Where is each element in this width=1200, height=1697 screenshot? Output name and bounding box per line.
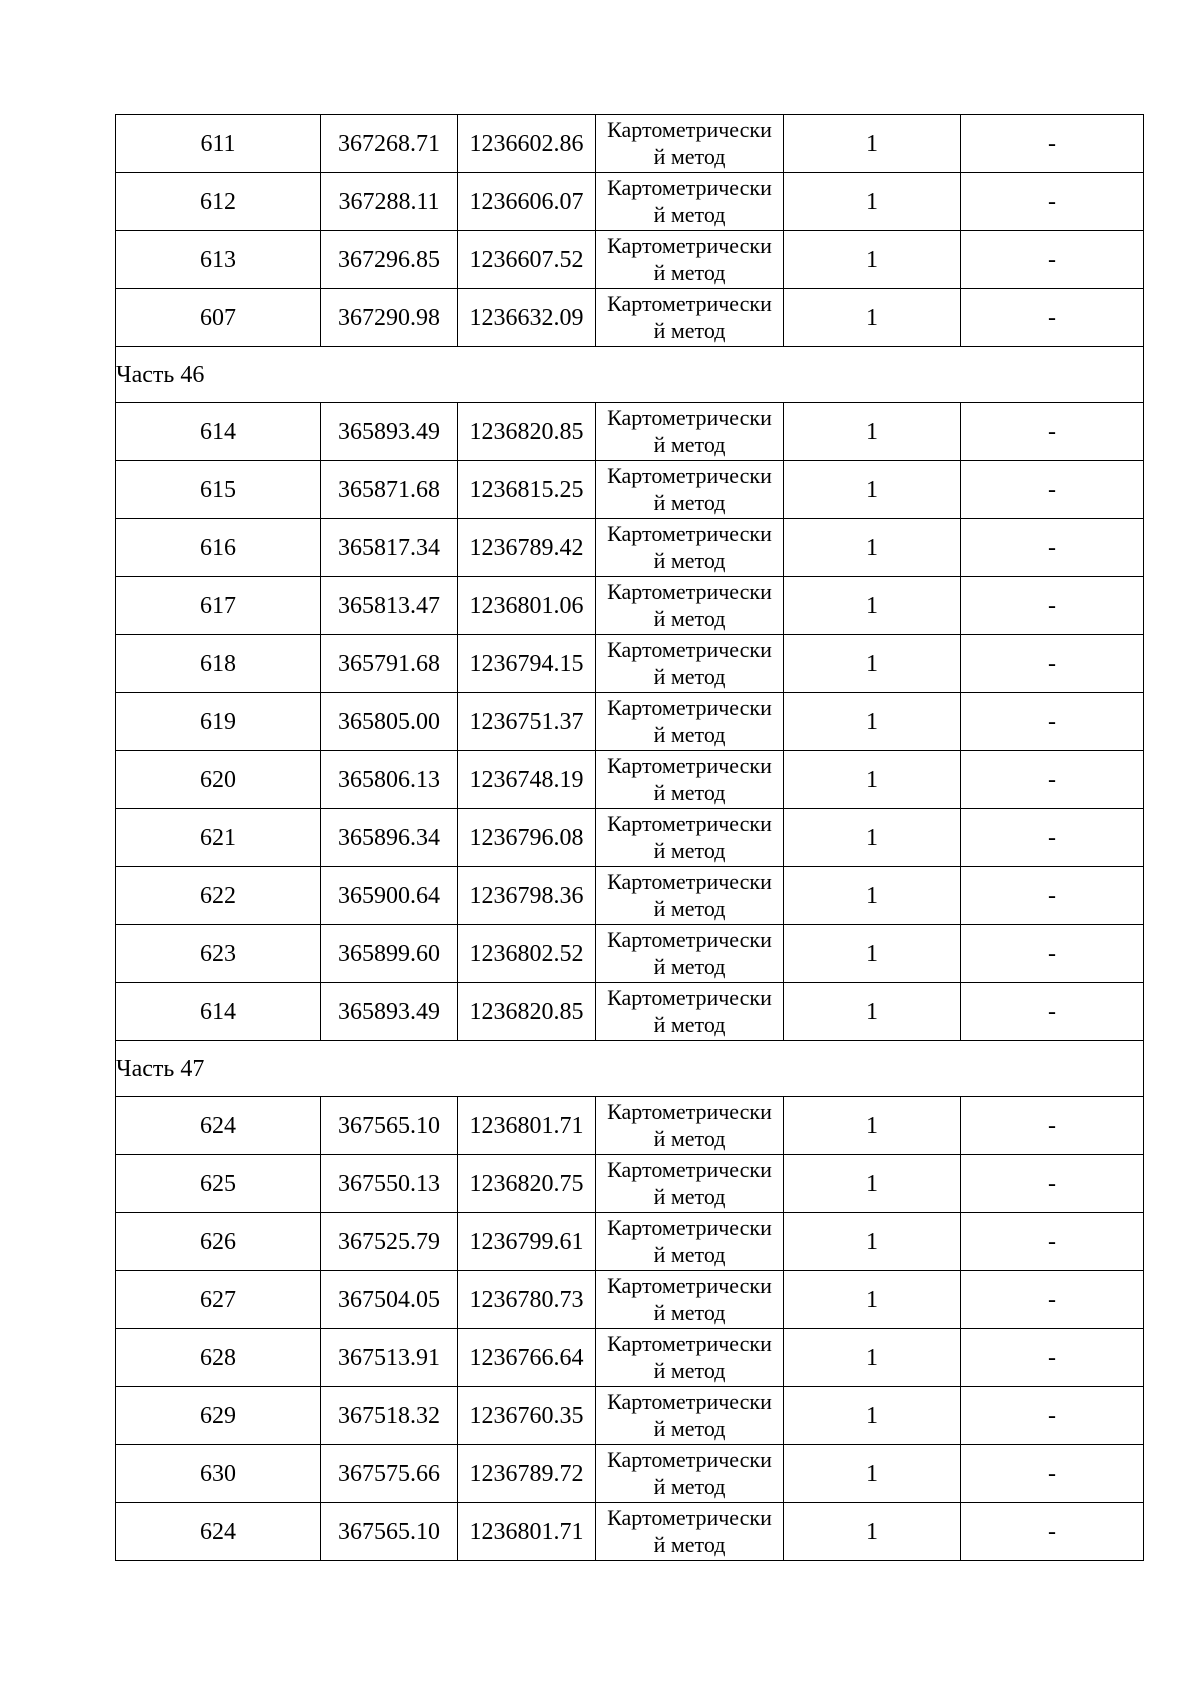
y-coordinate-cell: 1236801.71: [458, 1503, 596, 1561]
x-coordinate-cell: 365871.68: [321, 461, 458, 519]
method-cell: [596, 231, 784, 289]
method-text-line-1: Картометрически: [607, 578, 772, 604]
x-coordinate-cell: 365899.60: [321, 925, 458, 983]
note-cell: -: [961, 983, 1144, 1041]
point-number-cell: 627: [116, 1271, 321, 1329]
y-coordinate-cell: 1236766.64: [458, 1329, 596, 1387]
table-row: [116, 809, 1144, 867]
y-coordinate-cell: 1236751.37: [458, 693, 596, 751]
note-cell: -: [961, 925, 1144, 983]
point-number-cell: 619: [116, 693, 321, 751]
accuracy-cell: 1: [784, 461, 961, 519]
accuracy-cell: 1: [784, 1097, 961, 1155]
method-text-line-2: й метод: [653, 721, 726, 747]
method-cell: [596, 173, 784, 231]
accuracy-cell: 1: [784, 1271, 961, 1329]
accuracy-cell: 1: [784, 289, 961, 347]
method-text-line-2: й метод: [653, 605, 726, 631]
method-text-line-2: й метод: [653, 1357, 726, 1383]
table-row: [116, 1503, 1144, 1561]
method-cell: [596, 115, 784, 173]
x-coordinate-cell: 367288.11: [321, 173, 458, 231]
y-coordinate-cell: 1236799.61: [458, 1213, 596, 1271]
point-number-cell: 618: [116, 635, 321, 693]
accuracy-cell: 1: [784, 925, 961, 983]
x-coordinate-cell: 365806.13: [321, 751, 458, 809]
method-text-line-1: Картометрически: [607, 810, 772, 836]
method-cell: [596, 693, 784, 751]
table-row: [116, 231, 1144, 289]
y-coordinate-cell: 1236632.09: [458, 289, 596, 347]
x-coordinate-cell: 365791.68: [321, 635, 458, 693]
note-cell: -: [961, 809, 1144, 867]
section-title: Часть 47: [116, 1041, 1144, 1097]
accuracy-cell: 1: [784, 1213, 961, 1271]
method-cell: [596, 1445, 784, 1503]
method-text-line-2: й метод: [653, 1473, 726, 1499]
accuracy-cell: 1: [784, 577, 961, 635]
method-text-line-1: Картометрически: [607, 752, 772, 778]
x-coordinate-cell: 365896.34: [321, 809, 458, 867]
table-row: [116, 577, 1144, 635]
note-cell: -: [961, 461, 1144, 519]
x-coordinate-cell: 367565.10: [321, 1503, 458, 1561]
x-coordinate-cell: 367268.71: [321, 115, 458, 173]
table-row: [116, 173, 1144, 231]
table-row: [116, 693, 1144, 751]
table-row: [116, 289, 1144, 347]
table-row: [116, 1213, 1144, 1271]
table-row: [116, 461, 1144, 519]
note-cell: -: [961, 115, 1144, 173]
table-row: [116, 519, 1144, 577]
table-row: [116, 925, 1144, 983]
point-number-cell: 620: [116, 751, 321, 809]
method-text-line-1: Картометрически: [607, 116, 772, 142]
method-text-line-2: й метод: [653, 779, 726, 805]
x-coordinate-cell: 365813.47: [321, 577, 458, 635]
accuracy-cell: 1: [784, 231, 961, 289]
point-number-cell: 625: [116, 1155, 321, 1213]
point-number-cell: 615: [116, 461, 321, 519]
method-text-line-1: Картометрически: [607, 1156, 772, 1182]
y-coordinate-cell: 1236796.08: [458, 809, 596, 867]
method-text-line-1: Картометрически: [607, 174, 772, 200]
point-number-cell: 617: [116, 577, 321, 635]
method-cell: [596, 1097, 784, 1155]
point-number-cell: 616: [116, 519, 321, 577]
accuracy-cell: 1: [784, 1387, 961, 1445]
x-coordinate-cell: 367504.05: [321, 1271, 458, 1329]
method-cell: [596, 461, 784, 519]
x-coordinate-cell: 365900.64: [321, 867, 458, 925]
x-coordinate-cell: 365817.34: [321, 519, 458, 577]
method-cell: [596, 925, 784, 983]
y-coordinate-cell: 1236820.85: [458, 403, 596, 461]
y-coordinate-cell: 1236606.07: [458, 173, 596, 231]
method-text-line-2: й метод: [653, 489, 726, 515]
x-coordinate-cell: 365893.49: [321, 983, 458, 1041]
method-text-line-1: Картометрически: [607, 1446, 772, 1472]
note-cell: -: [961, 577, 1144, 635]
point-number-cell: 612: [116, 173, 321, 231]
accuracy-cell: 1: [784, 1329, 961, 1387]
point-number-cell: 629: [116, 1387, 321, 1445]
point-number-cell: 630: [116, 1445, 321, 1503]
point-number-cell: 623: [116, 925, 321, 983]
table-row: [116, 751, 1144, 809]
note-cell: -: [961, 1097, 1144, 1155]
note-cell: -: [961, 751, 1144, 809]
note-cell: -: [961, 1387, 1144, 1445]
y-coordinate-cell: 1236602.86: [458, 115, 596, 173]
y-coordinate-cell: 1236789.42: [458, 519, 596, 577]
y-coordinate-cell: 1236820.75: [458, 1155, 596, 1213]
method-text-line-2: й метод: [653, 201, 726, 227]
table-row: [116, 635, 1144, 693]
method-text-line-1: Картометрически: [607, 290, 772, 316]
point-number-cell: 607: [116, 289, 321, 347]
method-cell: [596, 289, 784, 347]
method-text-line-2: й метод: [653, 1299, 726, 1325]
table-row: [116, 867, 1144, 925]
method-cell: [596, 983, 784, 1041]
note-cell: -: [961, 1213, 1144, 1271]
point-number-cell: 624: [116, 1503, 321, 1561]
coordinates-table-body: [116, 115, 1144, 1561]
method-text-line-1: Картометрически: [607, 1098, 772, 1124]
x-coordinate-cell: 367513.91: [321, 1329, 458, 1387]
y-coordinate-cell: 1236607.52: [458, 231, 596, 289]
y-coordinate-cell: 1236798.36: [458, 867, 596, 925]
x-coordinate-cell: 367296.85: [321, 231, 458, 289]
note-cell: -: [961, 1155, 1144, 1213]
table-row: [116, 1445, 1144, 1503]
table-row: [116, 983, 1144, 1041]
method-text-line-1: Картометрически: [607, 1388, 772, 1414]
method-text-line-2: й метод: [653, 317, 726, 343]
method-text-line-1: Картометрически: [607, 520, 772, 546]
method-text-line-1: Картометрически: [607, 636, 772, 662]
method-text-line-1: Картометрически: [607, 232, 772, 258]
y-coordinate-cell: 1236789.72: [458, 1445, 596, 1503]
method-text-line-2: й метод: [653, 547, 726, 573]
note-cell: -: [961, 1271, 1144, 1329]
y-coordinate-cell: 1236760.35: [458, 1387, 596, 1445]
accuracy-cell: 1: [784, 1155, 961, 1213]
accuracy-cell: 1: [784, 983, 961, 1041]
note-cell: -: [961, 635, 1144, 693]
accuracy-cell: 1: [784, 635, 961, 693]
point-number-cell: 613: [116, 231, 321, 289]
x-coordinate-cell: 365805.00: [321, 693, 458, 751]
method-text-line-1: Картометрически: [607, 926, 772, 952]
method-text-line-1: Картометрически: [607, 984, 772, 1010]
y-coordinate-cell: 1236794.15: [458, 635, 596, 693]
accuracy-cell: 1: [784, 751, 961, 809]
section-header-row: [116, 1041, 1144, 1097]
x-coordinate-cell: 367565.10: [321, 1097, 458, 1155]
method-text-line-2: й метод: [653, 1125, 726, 1151]
method-cell: [596, 1503, 784, 1561]
y-coordinate-cell: 1236820.85: [458, 983, 596, 1041]
method-text-line-1: Картометрически: [607, 694, 772, 720]
table-row: [116, 1271, 1144, 1329]
note-cell: -: [961, 231, 1144, 289]
method-cell: [596, 1155, 784, 1213]
coordinates-table: [115, 114, 1144, 1561]
y-coordinate-cell: 1236802.52: [458, 925, 596, 983]
table-row: [116, 1097, 1144, 1155]
method-text-line-1: Картометрически: [607, 1504, 772, 1530]
table-row: [116, 403, 1144, 461]
note-cell: -: [961, 1329, 1144, 1387]
accuracy-cell: 1: [784, 115, 961, 173]
note-cell: -: [961, 693, 1144, 751]
method-cell: [596, 809, 784, 867]
method-text-line-2: й метод: [653, 1531, 726, 1557]
method-text-line-2: й метод: [653, 259, 726, 285]
y-coordinate-cell: 1236748.19: [458, 751, 596, 809]
note-cell: -: [961, 403, 1144, 461]
y-coordinate-cell: 1236801.71: [458, 1097, 596, 1155]
point-number-cell: 624: [116, 1097, 321, 1155]
point-number-cell: 614: [116, 403, 321, 461]
table-row: [116, 1329, 1144, 1387]
method-text-line-2: й метод: [653, 1183, 726, 1209]
method-cell: [596, 403, 784, 461]
y-coordinate-cell: 1236801.06: [458, 577, 596, 635]
point-number-cell: 621: [116, 809, 321, 867]
method-text-line-2: й метод: [653, 431, 726, 457]
method-text-line-1: Картометрически: [607, 1330, 772, 1356]
method-text-line-2: й метод: [653, 1011, 726, 1037]
method-text-line-2: й метод: [653, 663, 726, 689]
method-cell: [596, 1329, 784, 1387]
method-text-line-2: й метод: [653, 1415, 726, 1441]
accuracy-cell: 1: [784, 693, 961, 751]
method-cell: [596, 577, 784, 635]
note-cell: -: [961, 867, 1144, 925]
method-text-line-2: й метод: [653, 895, 726, 921]
method-cell: [596, 751, 784, 809]
note-cell: -: [961, 1503, 1144, 1561]
method-cell: [596, 635, 784, 693]
method-cell: [596, 1387, 784, 1445]
accuracy-cell: 1: [784, 1503, 961, 1561]
accuracy-cell: 1: [784, 809, 961, 867]
method-text-line-2: й метод: [653, 837, 726, 863]
point-number-cell: 628: [116, 1329, 321, 1387]
y-coordinate-cell: 1236780.73: [458, 1271, 596, 1329]
accuracy-cell: 1: [784, 867, 961, 925]
accuracy-cell: 1: [784, 403, 961, 461]
note-cell: -: [961, 519, 1144, 577]
method-text-line-2: й метод: [653, 143, 726, 169]
table-row: [116, 115, 1144, 173]
x-coordinate-cell: 367575.66: [321, 1445, 458, 1503]
method-text-line-1: Картометрически: [607, 1214, 772, 1240]
x-coordinate-cell: 367518.32: [321, 1387, 458, 1445]
method-text-line-2: й метод: [653, 953, 726, 979]
accuracy-cell: 1: [784, 173, 961, 231]
point-number-cell: 622: [116, 867, 321, 925]
method-cell: [596, 1271, 784, 1329]
x-coordinate-cell: 367550.13: [321, 1155, 458, 1213]
method-text-line-1: Картометрически: [607, 1272, 772, 1298]
method-cell: [596, 519, 784, 577]
point-number-cell: 626: [116, 1213, 321, 1271]
accuracy-cell: 1: [784, 1445, 961, 1503]
table-row: [116, 1155, 1144, 1213]
section-title: Часть 46: [116, 347, 1144, 403]
section-header-row: [116, 347, 1144, 403]
table-row: [116, 1387, 1144, 1445]
point-number-cell: 611: [116, 115, 321, 173]
note-cell: -: [961, 289, 1144, 347]
method-cell: [596, 867, 784, 925]
x-coordinate-cell: 365893.49: [321, 403, 458, 461]
x-coordinate-cell: 367290.98: [321, 289, 458, 347]
note-cell: -: [961, 173, 1144, 231]
method-text-line-1: Картометрически: [607, 462, 772, 488]
method-text-line-1: Картометрически: [607, 404, 772, 430]
point-number-cell: 614: [116, 983, 321, 1041]
method-text-line-2: й метод: [653, 1241, 726, 1267]
method-text-line-1: Картометрически: [607, 868, 772, 894]
note-cell: -: [961, 1445, 1144, 1503]
x-coordinate-cell: 367525.79: [321, 1213, 458, 1271]
y-coordinate-cell: 1236815.25: [458, 461, 596, 519]
accuracy-cell: 1: [784, 519, 961, 577]
method-cell: [596, 1213, 784, 1271]
